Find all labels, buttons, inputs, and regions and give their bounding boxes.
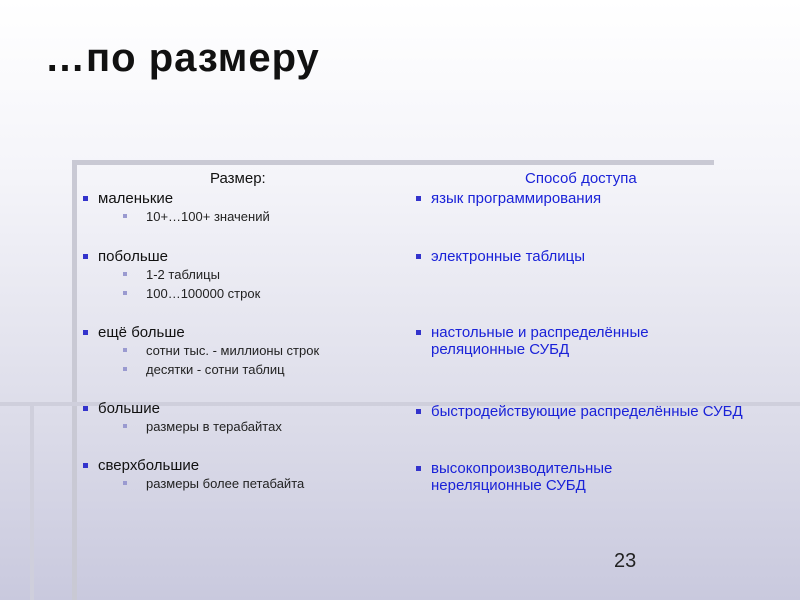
size-subitem (82, 207, 270, 226)
bullet-icon (83, 196, 88, 201)
size-subitem (82, 417, 282, 436)
access-item-label: высокопроизводительные нереляционные СУБД (431, 460, 613, 494)
access-item-label: быстродействующие распределённые СУБД (431, 403, 743, 420)
access-item (415, 403, 775, 420)
frame-top-line (72, 160, 714, 165)
bullet-icon (416, 330, 421, 335)
size-item-label: ещё больше (98, 324, 185, 341)
sub-bullet-icon (123, 367, 127, 371)
page-number: 23 (614, 550, 637, 572)
size-subitem (82, 341, 319, 360)
size-group-large (82, 400, 282, 436)
access-item-label: язык программирования (431, 190, 602, 207)
size-subitem-label: размеры в терабайтах (146, 419, 282, 434)
access-item (415, 248, 775, 265)
size-subitem (82, 265, 260, 284)
size-group-even-bigger (82, 324, 319, 379)
access-column (415, 170, 785, 494)
sub-bullet-icon (123, 481, 127, 485)
bullet-icon (416, 466, 421, 471)
slide-title: …по размеру (45, 36, 320, 80)
size-item (82, 324, 319, 341)
sub-bullet-icon (123, 272, 127, 276)
sub-bullet-icon (123, 348, 127, 352)
size-item-label: большие (98, 400, 160, 417)
sub-bullet-icon (123, 214, 127, 218)
size-subitem (82, 474, 304, 493)
size-item-label: побольше (98, 248, 169, 265)
size-column-heading: Размер: (210, 170, 266, 187)
size-item (82, 190, 270, 207)
access-item (415, 190, 775, 207)
size-subitem-label: десятки - сотни таблиц (146, 362, 285, 377)
sub-bullet-icon (123, 424, 127, 428)
size-group-small (82, 190, 270, 226)
bullet-icon (83, 406, 88, 411)
sub-bullet-icon (123, 291, 127, 295)
bullet-icon (83, 254, 88, 259)
access-item-programming (415, 190, 775, 207)
size-subitem-label: 1-2 таблицы (146, 267, 220, 282)
access-item-label: электронные таблицы (431, 248, 586, 265)
size-group-huge (82, 457, 304, 493)
size-item (82, 248, 260, 265)
size-item (82, 457, 304, 474)
frame-mid-vertical-line (30, 402, 34, 600)
bullet-icon (416, 409, 421, 414)
bullet-icon (416, 254, 421, 259)
access-column-heading: Способ доступа (525, 170, 637, 187)
frame-left-line (72, 160, 77, 600)
size-item-label: маленькие (98, 190, 174, 207)
access-item-nonrelational (415, 460, 675, 494)
size-subitem (82, 284, 260, 303)
size-item (82, 400, 282, 417)
size-subitem-label: 100…100000 строк (146, 286, 261, 301)
access-item (415, 324, 745, 358)
access-item-fast-distributed (415, 403, 775, 420)
size-column (82, 170, 402, 491)
size-group-bigger (82, 248, 260, 303)
access-item-label: настольные и распределённые реляционные СУБД (431, 324, 649, 358)
bullet-icon (83, 330, 88, 335)
bullet-icon (83, 463, 88, 468)
size-subitem-label: 10+…100+ значений (146, 209, 270, 224)
size-subitem-label: размеры более петабайта (146, 476, 305, 491)
access-item-relational (415, 324, 745, 358)
access-item (415, 460, 675, 494)
size-subitem-label: сотни тыс. - миллионы строк (146, 343, 320, 358)
bullet-icon (416, 196, 421, 201)
size-subitem (82, 360, 319, 379)
access-item-spreadsheets (415, 248, 775, 265)
size-item-label: сверхбольшие (98, 457, 200, 474)
